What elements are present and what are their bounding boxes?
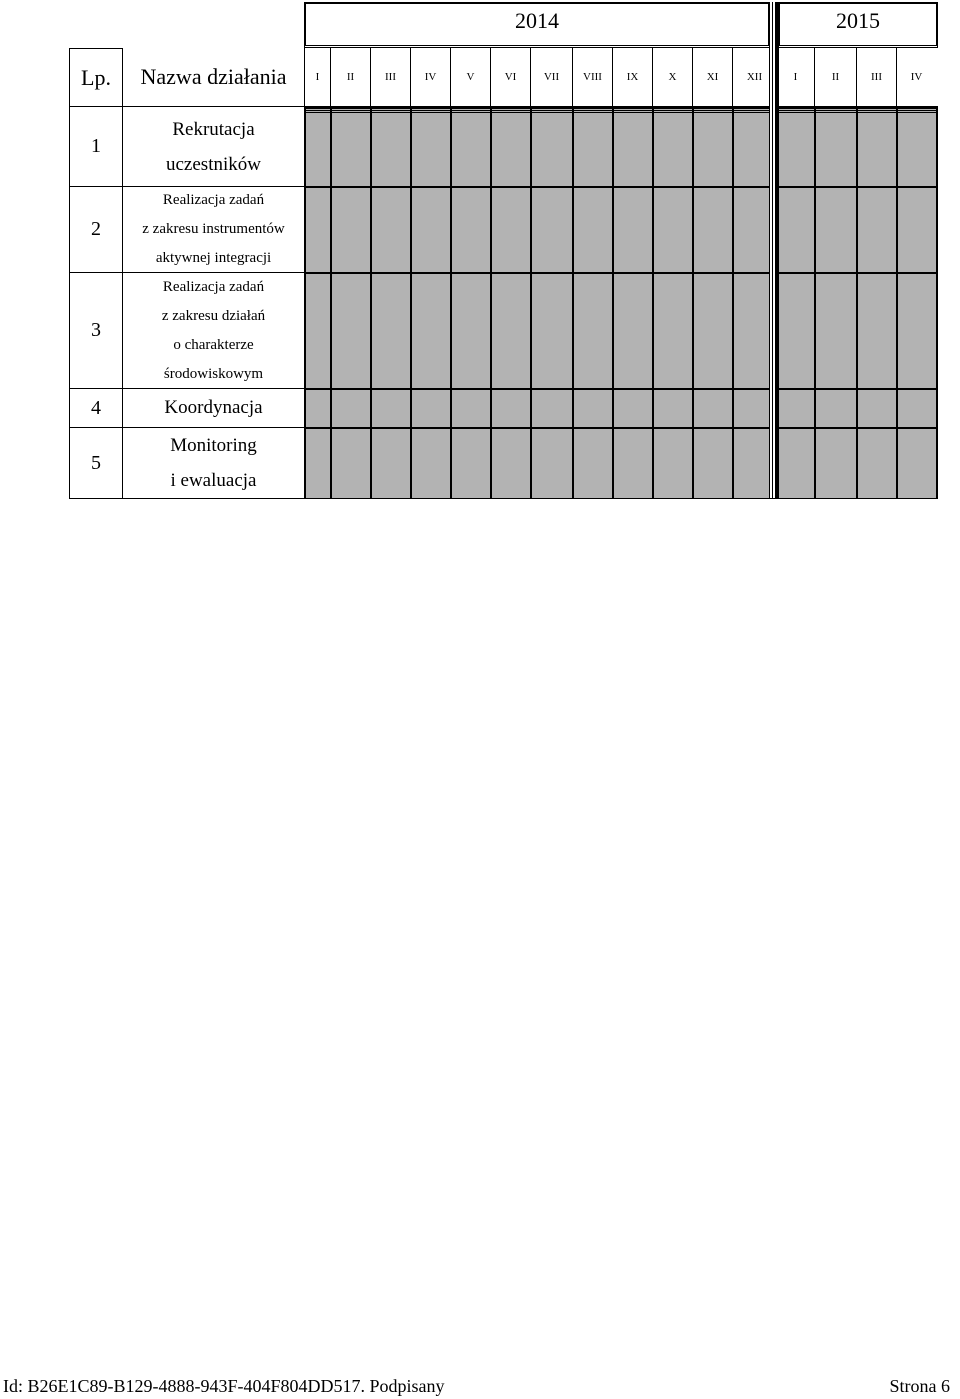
- row-number: 1: [69, 106, 122, 186]
- schedule-cell-filled: [370, 186, 410, 272]
- month-header: VI: [490, 48, 530, 106]
- activity-name-line: Realizacja zadań: [162, 192, 265, 208]
- column-header-name: Nazwa działania: [122, 48, 304, 106]
- activity-name-line: Realizacja zadań: [162, 278, 265, 295]
- schedule-cell-filled: [814, 272, 856, 388]
- schedule-cell-filled: [692, 388, 732, 427]
- schedule-cell-filled: [856, 186, 896, 272]
- row-number: 4: [69, 388, 122, 427]
- schedule-cell-filled: [370, 388, 410, 427]
- year-header-2014: 2014: [304, 2, 772, 48]
- schedule-cell-filled: [776, 388, 814, 427]
- schedule-cell-filled: [450, 272, 490, 388]
- schedule-cell-filled: [572, 388, 612, 427]
- schedule-cell-filled: [572, 106, 612, 186]
- schedule-cell-filled: [814, 388, 856, 427]
- year-header-2015: 2015: [778, 2, 938, 48]
- schedule-cell-filled: [370, 106, 410, 186]
- row-number: 5: [69, 427, 122, 498]
- schedule-cell-filled: [304, 427, 330, 498]
- month-header: VIII: [572, 48, 612, 106]
- schedule-cell-filled: [530, 186, 572, 272]
- page-number-footer: Strona 6: [889, 1376, 950, 1396]
- header-separator-line: [304, 106, 938, 113]
- schedule-cell-filled: [612, 106, 652, 186]
- activity-name: [122, 106, 304, 186]
- schedule-cell-filled: [530, 272, 572, 388]
- activity-name-line: aktywnej integracji: [155, 250, 272, 266]
- month-header: IV: [896, 48, 936, 106]
- month-header: III: [370, 48, 410, 106]
- row-number: 3: [69, 272, 122, 388]
- activity-name-line: środowiskowym: [163, 365, 264, 382]
- schedule-cell-filled: [652, 388, 692, 427]
- schedule-cell-filled: [530, 106, 572, 186]
- year-divider: [769, 2, 779, 499]
- schedule-cell-filled: [814, 186, 856, 272]
- schedule-cell-filled: [410, 427, 450, 498]
- schedule-cell-filled: [776, 106, 814, 186]
- activity-name-line: i ewaluacja: [170, 470, 257, 491]
- activity-name-line: z zakresu instrumentów: [142, 221, 285, 237]
- schedule-cell-filled: [896, 106, 936, 186]
- schedule-cell-filled: [814, 106, 856, 186]
- schedule-cell-filled: [776, 427, 814, 498]
- activity-name-line: Koordynacja: [164, 397, 263, 418]
- activity-name-line: o charakterze: [173, 336, 254, 353]
- month-header: XI: [692, 48, 732, 106]
- schedule-cell-filled: [490, 388, 530, 427]
- table-bottom-border: [69, 498, 938, 499]
- schedule-cell-filled: [490, 186, 530, 272]
- schedule-cell-filled: [896, 388, 936, 427]
- schedule-cell-filled: [814, 427, 856, 498]
- schedule-cell-filled: [530, 388, 572, 427]
- schedule-cell-filled: [304, 186, 330, 272]
- column-header-lp: Lp.: [69, 48, 122, 106]
- table-right-border: [936, 106, 938, 499]
- month-header: XII: [732, 48, 776, 106]
- schedule-cell-filled: [856, 388, 896, 427]
- schedule-cell-filled: [612, 272, 652, 388]
- month-header: VII: [530, 48, 572, 106]
- schedule-cell-filled: [410, 272, 450, 388]
- schedule-cell-filled: [450, 388, 490, 427]
- schedule-cell-filled: [330, 186, 370, 272]
- schedule-cell-filled: [652, 106, 692, 186]
- schedule-cell-filled: [490, 272, 530, 388]
- schedule-cell-filled: [410, 186, 450, 272]
- schedule-cell-filled: [370, 272, 410, 388]
- schedule-cell-filled: [692, 106, 732, 186]
- month-header: II: [814, 48, 856, 106]
- row-number: 2: [69, 186, 122, 272]
- activity-name-line: Monitoring: [170, 435, 257, 456]
- schedule-cell-filled: [856, 106, 896, 186]
- schedule-cell-filled: [330, 272, 370, 388]
- schedule-cell-filled: [652, 272, 692, 388]
- schedule-cell-filled: [896, 427, 936, 498]
- activity-name: [122, 272, 304, 388]
- schedule-cell-filled: [776, 272, 814, 388]
- month-header: II: [330, 48, 370, 106]
- activity-name-line: Rekrutacja: [172, 118, 255, 140]
- schedule-cell-filled: [330, 388, 370, 427]
- activity-name: [122, 186, 304, 272]
- schedule-cell-filled: [450, 186, 490, 272]
- schedule-cell-filled: [896, 186, 936, 272]
- schedule-cell-filled: [776, 186, 814, 272]
- document-id-footer: Id: B26E1C89-B129-4888-943F-404F804DD517. Podpisany: [3, 1376, 445, 1396]
- schedule-cell-filled: [572, 186, 612, 272]
- schedule-cell-filled: [856, 272, 896, 388]
- schedule-cell-filled: [530, 427, 572, 498]
- month-header: IV: [410, 48, 450, 106]
- schedule-cell-filled: [304, 272, 330, 388]
- schedule-cell-filled: [410, 106, 450, 186]
- month-header: V: [450, 48, 490, 106]
- schedule-cell-filled: [572, 272, 612, 388]
- schedule-cell-filled: [692, 427, 732, 498]
- activity-name-line: uczestników: [166, 153, 261, 175]
- schedule-cell-filled: [450, 106, 490, 186]
- schedule-cell-filled: [896, 272, 936, 388]
- schedule-cell-filled: [572, 427, 612, 498]
- month-header: I: [304, 48, 330, 106]
- schedule-cell-filled: [612, 427, 652, 498]
- schedule-cell-filled: [612, 186, 652, 272]
- schedule-cell-filled: [410, 388, 450, 427]
- activity-name-line: z zakresu działań: [161, 307, 266, 324]
- schedule-cell-filled: [652, 427, 692, 498]
- activity-name: [122, 427, 304, 498]
- activity-name: [122, 388, 304, 427]
- schedule-cell-filled: [692, 272, 732, 388]
- schedule-cell-filled: [450, 427, 490, 498]
- schedule-cell-filled: [304, 106, 330, 186]
- schedule-cell-filled: [692, 186, 732, 272]
- schedule-cell-filled: [490, 427, 530, 498]
- schedule-cell-filled: [330, 427, 370, 498]
- schedule-cell-filled: [612, 388, 652, 427]
- schedule-cell-filled: [370, 427, 410, 498]
- month-header: X: [652, 48, 692, 106]
- schedule-cell-filled: [652, 186, 692, 272]
- month-header: III: [856, 48, 896, 106]
- schedule-cell-filled: [330, 106, 370, 186]
- schedule-cell-filled: [856, 427, 896, 498]
- schedule-cell-filled: [304, 388, 330, 427]
- month-header: I: [776, 48, 814, 106]
- schedule-cell-filled: [490, 106, 530, 186]
- month-header: IX: [612, 48, 652, 106]
